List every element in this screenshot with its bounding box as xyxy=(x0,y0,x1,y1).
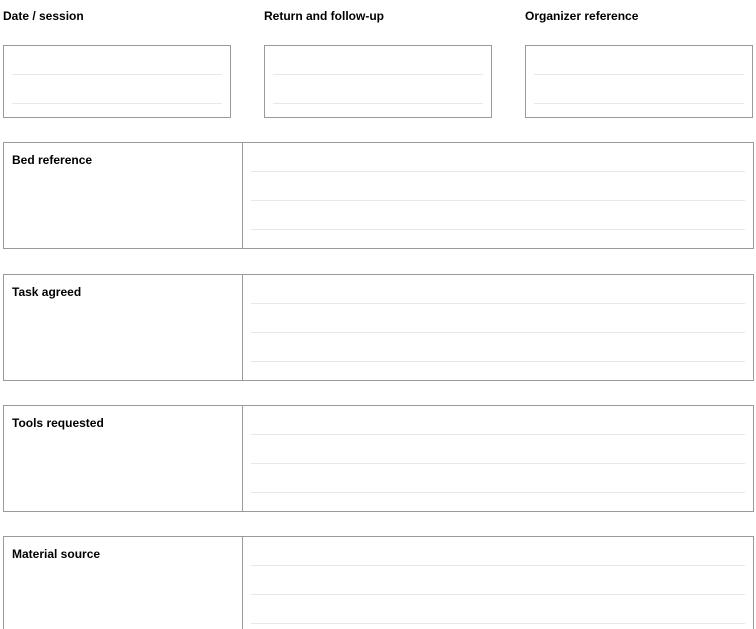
return-followup-box[interactable] xyxy=(264,45,492,118)
bed-reference-label-cell xyxy=(4,143,243,248)
writing-line xyxy=(12,103,222,104)
writing-line xyxy=(273,103,483,104)
material-source-label: Material source xyxy=(12,547,101,561)
writing-line xyxy=(251,303,745,304)
writing-line xyxy=(251,200,745,201)
task-agreed-label: Task agreed xyxy=(12,285,82,299)
writing-line xyxy=(251,594,745,595)
return-followup-field xyxy=(264,9,492,118)
bed-reference-section xyxy=(3,142,754,249)
writing-line xyxy=(273,74,483,75)
writing-line xyxy=(251,332,745,333)
date-session-label: Date / session xyxy=(3,9,84,23)
writing-line xyxy=(12,74,222,75)
bed-reference-input-area[interactable] xyxy=(243,143,753,248)
writing-line xyxy=(534,103,744,104)
writing-line xyxy=(251,361,745,362)
organizer-reference-box[interactable] xyxy=(525,45,753,118)
tools-requested-label-cell xyxy=(4,406,243,511)
writing-line xyxy=(251,623,745,624)
bed-reference-label: Bed reference xyxy=(12,153,93,167)
writing-line xyxy=(251,492,745,493)
writing-line xyxy=(251,434,745,435)
writing-line xyxy=(251,463,745,464)
material-source-input-area[interactable] xyxy=(243,537,753,629)
task-agreed-section xyxy=(3,274,754,381)
material-source-section xyxy=(3,536,754,629)
writing-line xyxy=(251,565,745,566)
writing-line xyxy=(534,74,744,75)
date-session-field xyxy=(3,9,231,118)
material-source-label-cell xyxy=(4,537,243,629)
task-agreed-label-cell xyxy=(4,275,243,380)
date-session-box[interactable] xyxy=(3,45,231,118)
return-followup-label: Return and follow-up xyxy=(264,9,384,23)
organizer-reference-label: Organizer reference xyxy=(525,9,639,23)
writing-line xyxy=(251,229,745,230)
tools-requested-label: Tools requested xyxy=(12,416,104,430)
task-agreed-input-area[interactable] xyxy=(243,275,753,380)
tools-requested-section xyxy=(3,405,754,512)
organizer-reference-field xyxy=(525,9,753,118)
writing-line xyxy=(251,171,745,172)
tools-requested-input-area[interactable] xyxy=(243,406,753,511)
